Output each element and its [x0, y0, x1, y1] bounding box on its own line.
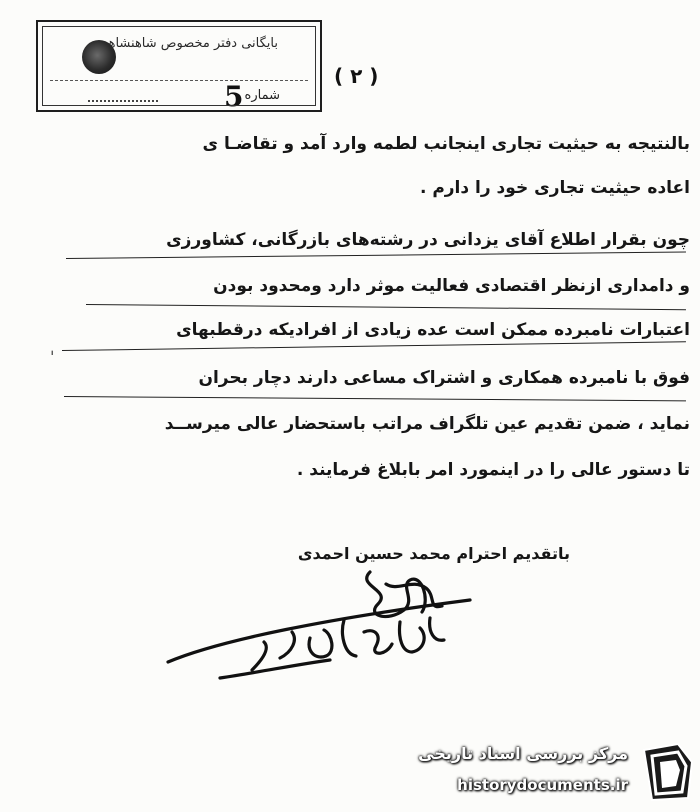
body-line-6: فوق با نامبرده همکاری و اشتراک مساعی دارند دچار بحران [198, 368, 690, 388]
stamp-office-name: بایگانی دفتر مخصوص شاهنشاهی [97, 36, 278, 51]
archive-logo-icon [638, 740, 698, 804]
handwritten-underline [66, 252, 686, 259]
margin-tick-mark: ˈ [50, 348, 55, 367]
body-line-8: تا دستور عالی را در اینمورد امر بابلاغ فرمایند . [296, 460, 690, 480]
body-line-3: چون بقرار اطلاع آقای یزدانی در رشته‌های بازرگانی، کشاورزی [166, 230, 690, 250]
body-line-1: بالنتیجه به حیثیت تجاری اینجانب لطمه وارد آمد و تقاضـا ی [202, 134, 690, 154]
closing-salutation: باتقدیم احترام محمد حسین احمدی [297, 544, 570, 563]
page-number: ( ۲ ) [334, 64, 379, 88]
handwritten-signature [160, 560, 490, 690]
stamp-number-value: 5 [224, 80, 244, 113]
handwritten-underline [86, 304, 686, 310]
watermark-title: مرکز بررسی اسناد تاریخی [418, 744, 628, 763]
seal-icon [82, 40, 116, 74]
archive-watermark [410, 736, 700, 812]
handwritten-underline [62, 341, 686, 351]
stamp-divider [50, 80, 308, 81]
handwritten-underline [64, 396, 686, 401]
body-line-5: اعتبارات نامبرده ممکن است عده زیادی از افرادیکه درقطبهای [176, 320, 690, 340]
body-line-2: اعاده حیثیت تجاری خود را دارم . [419, 178, 690, 198]
stamp-dotted-line [88, 100, 158, 102]
body-line-7: نماید ، ضمن تقدیم عین تلگراف مراتب باستحضار عالی میرســد [164, 414, 690, 434]
watermark-url: historydocuments.ir [457, 776, 628, 794]
body-line-4: و دامداری ازنظر اقتصادی فعالیت موثر دارد ومحدود بودن [213, 276, 690, 296]
stamp-number-label: شماره [244, 88, 280, 103]
registration-stamp [36, 20, 322, 112]
